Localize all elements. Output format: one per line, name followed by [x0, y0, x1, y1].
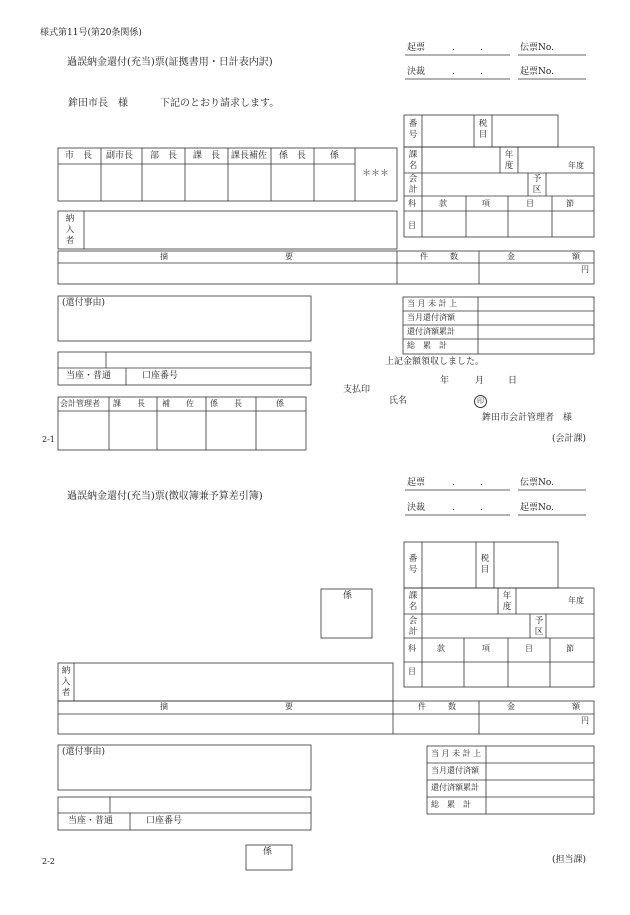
kaikei-col-manager: 会計管理者 [60, 399, 100, 408]
account-type-label: 当座・普通 [66, 371, 112, 381]
payer-label: 納入者 [65, 214, 75, 246]
kihyo-label: 起票 [407, 43, 426, 53]
total-row-sou-2: 総 累 計 [431, 800, 471, 809]
tekiyo-label-2: 要 [285, 252, 293, 261]
request-text: 下記のとおり請求します。 [160, 98, 280, 109]
tantou-section: (担当課) [552, 855, 587, 865]
kihyo2-date-dot-1: . [452, 478, 455, 488]
approver-director: 部 長 [150, 151, 178, 161]
tekiyo-label-1-2: 摘 [160, 702, 168, 711]
tekiyo-label-2-2: 要 [285, 702, 293, 711]
part1-title: 過誤納金還付(充当)票(証拠書用・日計表内訳) [67, 57, 273, 68]
kihyo-date-dot-2: . [480, 43, 483, 53]
kessai-date-dot-1: . [452, 67, 455, 77]
yen-label-2: 円 [581, 716, 589, 725]
approver-subsection-chief: 係 長 [279, 151, 307, 161]
kou-label: 項 [482, 199, 490, 208]
kihyo-date-dot-1: . [452, 43, 455, 53]
approver-section-chief: 課 長 [193, 151, 221, 161]
kamei-label-2: 課名 [408, 591, 418, 612]
yoku-label-2: 予区 [534, 616, 544, 637]
nendo-small-label-2: 年度 [502, 591, 512, 612]
asterisks: ＊＊＊ [362, 169, 390, 179]
kaikei-label: 会計 [408, 174, 418, 195]
date-day-label: 日 [508, 376, 518, 386]
account-type-label-2: 当座・普通 [68, 816, 114, 826]
kamoku-label-ka-2: 科 [408, 644, 416, 653]
approver-mayor: 市 長 [65, 151, 93, 161]
part2-page-id: 2-2 [42, 857, 55, 866]
account-number-label: 口座番号 [142, 371, 179, 381]
kaikei-label-2: 会計 [408, 616, 418, 637]
approver-assistant-chief: 課長補佐 [231, 151, 268, 161]
kamoku-label-moku: 目 [408, 221, 416, 230]
kensu-label-1: 件 [420, 252, 428, 261]
date-month-label: 月 [475, 376, 485, 386]
kan-label: 款 [439, 199, 447, 208]
kessai2-date-dot-1: . [452, 503, 455, 513]
moku-label-2: 目 [525, 644, 533, 653]
kaikei-col-assistant: 補 佐 [162, 399, 194, 408]
total-row-ruikei: 還付済額累計 [407, 327, 455, 336]
nendo-label: 年度 [568, 161, 584, 170]
total-row-mikei: 当 月 未 計 上 [407, 299, 458, 308]
moku-label: 目 [526, 199, 534, 208]
total-row-sou: 総 累 計 [407, 341, 447, 350]
approver-staff: 係 [330, 151, 340, 161]
part1-page-id: 2-1 [42, 435, 55, 444]
total-row-sumi: 当月還付済額 [407, 313, 455, 322]
kingaku-label-1: 金 [507, 252, 515, 261]
kingaku-label-2-2: 額 [572, 702, 580, 711]
date-year-label: 年 [440, 376, 450, 386]
kaikei-col-staff: 係 [276, 399, 284, 408]
kaikei-col-chief: 課 長 [113, 399, 145, 408]
kou-label-2: 項 [482, 644, 490, 653]
setsu-label: 節 [566, 199, 574, 208]
refund-reason-label: (還付事由) [62, 298, 106, 308]
received-text: 上記金額領収しました。 [385, 357, 485, 367]
kessai2-date-dot-2: . [480, 503, 483, 513]
payer-label-2: 納入者 [61, 666, 71, 698]
tekiyo-label-1: 摘 [160, 252, 168, 261]
zeimoku-label: 税目 [478, 119, 488, 140]
seal-icon: 印 [474, 395, 487, 408]
name-label: 氏名 [389, 396, 408, 406]
total-row-sumi-2: 当月還付済額 [431, 766, 479, 775]
kaikei-addressee: 鉾田市会計管理者 様 [482, 413, 573, 423]
kamoku-label-moku-2: 目 [408, 667, 416, 676]
bangou-label: 番号 [408, 119, 418, 140]
kensu-label-2-2: 数 [448, 702, 456, 711]
kessai-label: 決裁 [407, 67, 426, 77]
denpyo-no-label-2: 伝票No. [520, 478, 554, 488]
kihyo-no-label-2: 起票No. [520, 503, 554, 513]
yen-label: 円 [581, 265, 589, 274]
kamoku-label-ka: 科 [408, 199, 416, 208]
kaikei-col-subchief: 係 長 [210, 399, 242, 408]
nendo-small-label: 年度 [504, 150, 514, 171]
form-number: 様式第11号(第20条関係) [40, 28, 142, 38]
payment-seal-label: 支払印 [343, 385, 371, 395]
account-number-label-2: 口座番号 [146, 816, 183, 826]
yoku-label: 予区 [532, 174, 542, 195]
kihyo-label-2: 起票 [407, 478, 426, 488]
setsu-label-2: 節 [566, 644, 574, 653]
addressee: 鉾田市長 様 [68, 98, 128, 109]
kingaku-label-1-2: 金 [507, 702, 515, 711]
total-row-mikei-2: 当 月 未 計 上 [431, 749, 482, 758]
denpyo-no-label: 伝票No. [520, 43, 554, 53]
approver-vice-mayor: 副市長 [106, 151, 134, 161]
kamei-label: 課名 [408, 150, 418, 171]
zeimoku-label-2: 税目 [480, 554, 490, 575]
kingaku-label-2: 額 [572, 252, 580, 261]
part2-title: 過誤納金還付(充当)票(徴収簿兼予算差引簿) [67, 491, 263, 502]
bangou-label-2: 番号 [408, 554, 418, 575]
kihyo-no-label: 起票No. [520, 67, 554, 77]
bottom-kakari-label: 係 [263, 847, 273, 857]
kakari-label: 係 [343, 591, 353, 601]
nendo-label-2: 年度 [568, 596, 584, 605]
total-row-ruikei-2: 還付済額累計 [431, 783, 479, 792]
refund-reason-label-2: (還付事由) [62, 747, 106, 757]
kaikei-section: (会計課) [552, 434, 587, 444]
kensu-label-1-2: 件 [418, 702, 426, 711]
kihyo2-date-dot-2: . [480, 478, 483, 488]
kessai-label-2: 決裁 [407, 503, 426, 513]
kessai-date-dot-2: . [480, 67, 483, 77]
kensu-label-2: 数 [450, 252, 458, 261]
kan-label-2: 款 [437, 644, 445, 653]
